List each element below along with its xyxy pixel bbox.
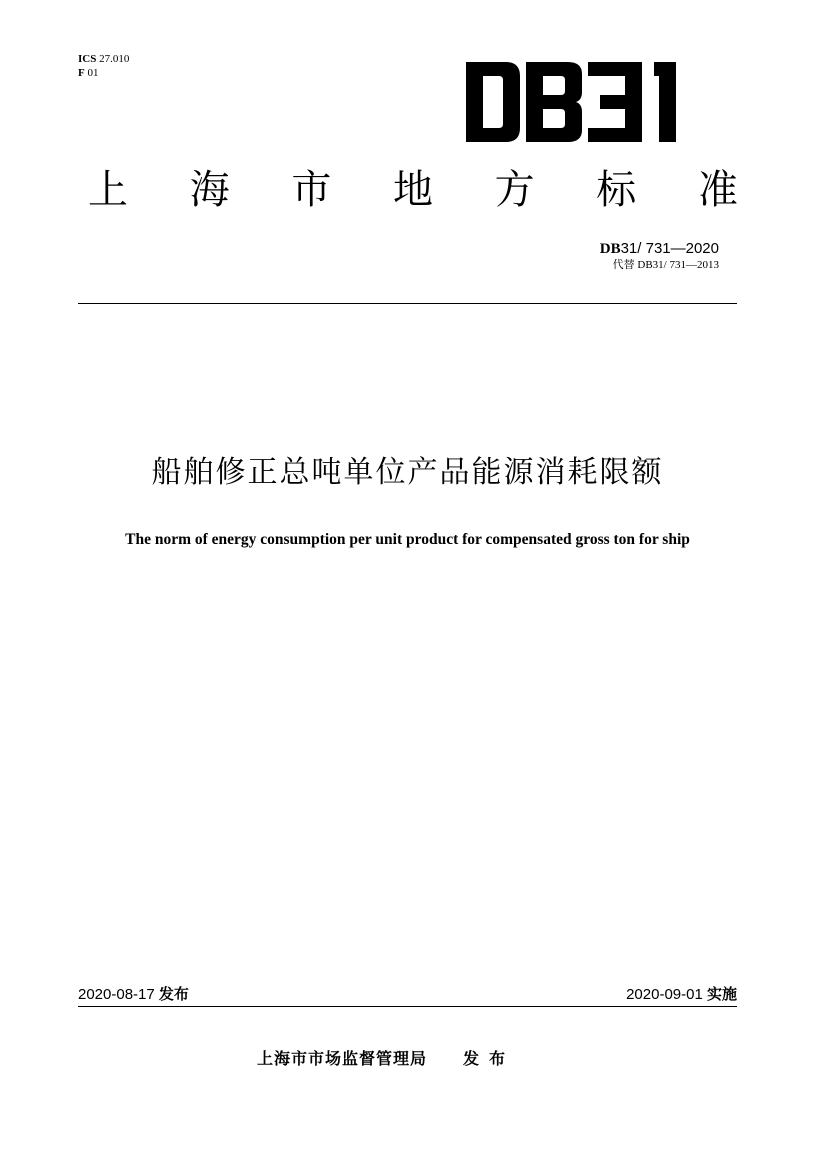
standard-type-heading xyxy=(88,165,738,215)
standard-type-char: 市 xyxy=(291,167,332,213)
class-code: 01 xyxy=(87,67,99,79)
document-title: 船舶修正总吨单位产品能源消耗限额 xyxy=(151,455,664,490)
bottom-divider xyxy=(78,1006,737,1007)
ics-code: 27.010 xyxy=(99,53,130,65)
effective-date: 2020-09-01 xyxy=(626,986,703,1003)
db31-logo xyxy=(466,62,690,142)
classification-codes xyxy=(78,52,129,80)
replaces-standard: 代替 DB31/ 731—2013 xyxy=(612,259,719,271)
standard-type-char: 海 xyxy=(189,167,230,213)
effective-date-line xyxy=(626,984,737,1005)
publish-date-line xyxy=(78,984,189,1005)
class-line xyxy=(78,66,129,80)
standard-type-char: 标 xyxy=(596,167,637,213)
document-subtitle: The norm of energy consumption per unit product for compensated gross ton for ship xyxy=(125,531,690,548)
issuer-line xyxy=(257,1048,515,1070)
ics-label: ICS xyxy=(78,53,97,65)
standard-type-char: 方 xyxy=(494,167,535,213)
top-divider xyxy=(78,303,737,304)
standard-type-char: 准 xyxy=(697,167,738,213)
standard-number-value: 31/ 731—2020 xyxy=(620,240,719,257)
publish-date: 2020-08-17 xyxy=(78,986,155,1003)
standard-type-char: 上 xyxy=(88,167,128,213)
standard-number xyxy=(600,240,719,258)
standard-type-char: 地 xyxy=(392,167,433,213)
ics-line xyxy=(78,52,129,66)
effective-label: 实施 xyxy=(706,985,737,1003)
standard-number-block xyxy=(600,240,719,272)
issuer-name: 上海市市场监督管理局 xyxy=(257,1049,428,1068)
issuer-action: 发布 xyxy=(463,1049,516,1068)
standard-number-prefix: DB xyxy=(599,241,621,257)
publish-label: 发布 xyxy=(158,985,189,1003)
class-label: F xyxy=(78,67,85,79)
